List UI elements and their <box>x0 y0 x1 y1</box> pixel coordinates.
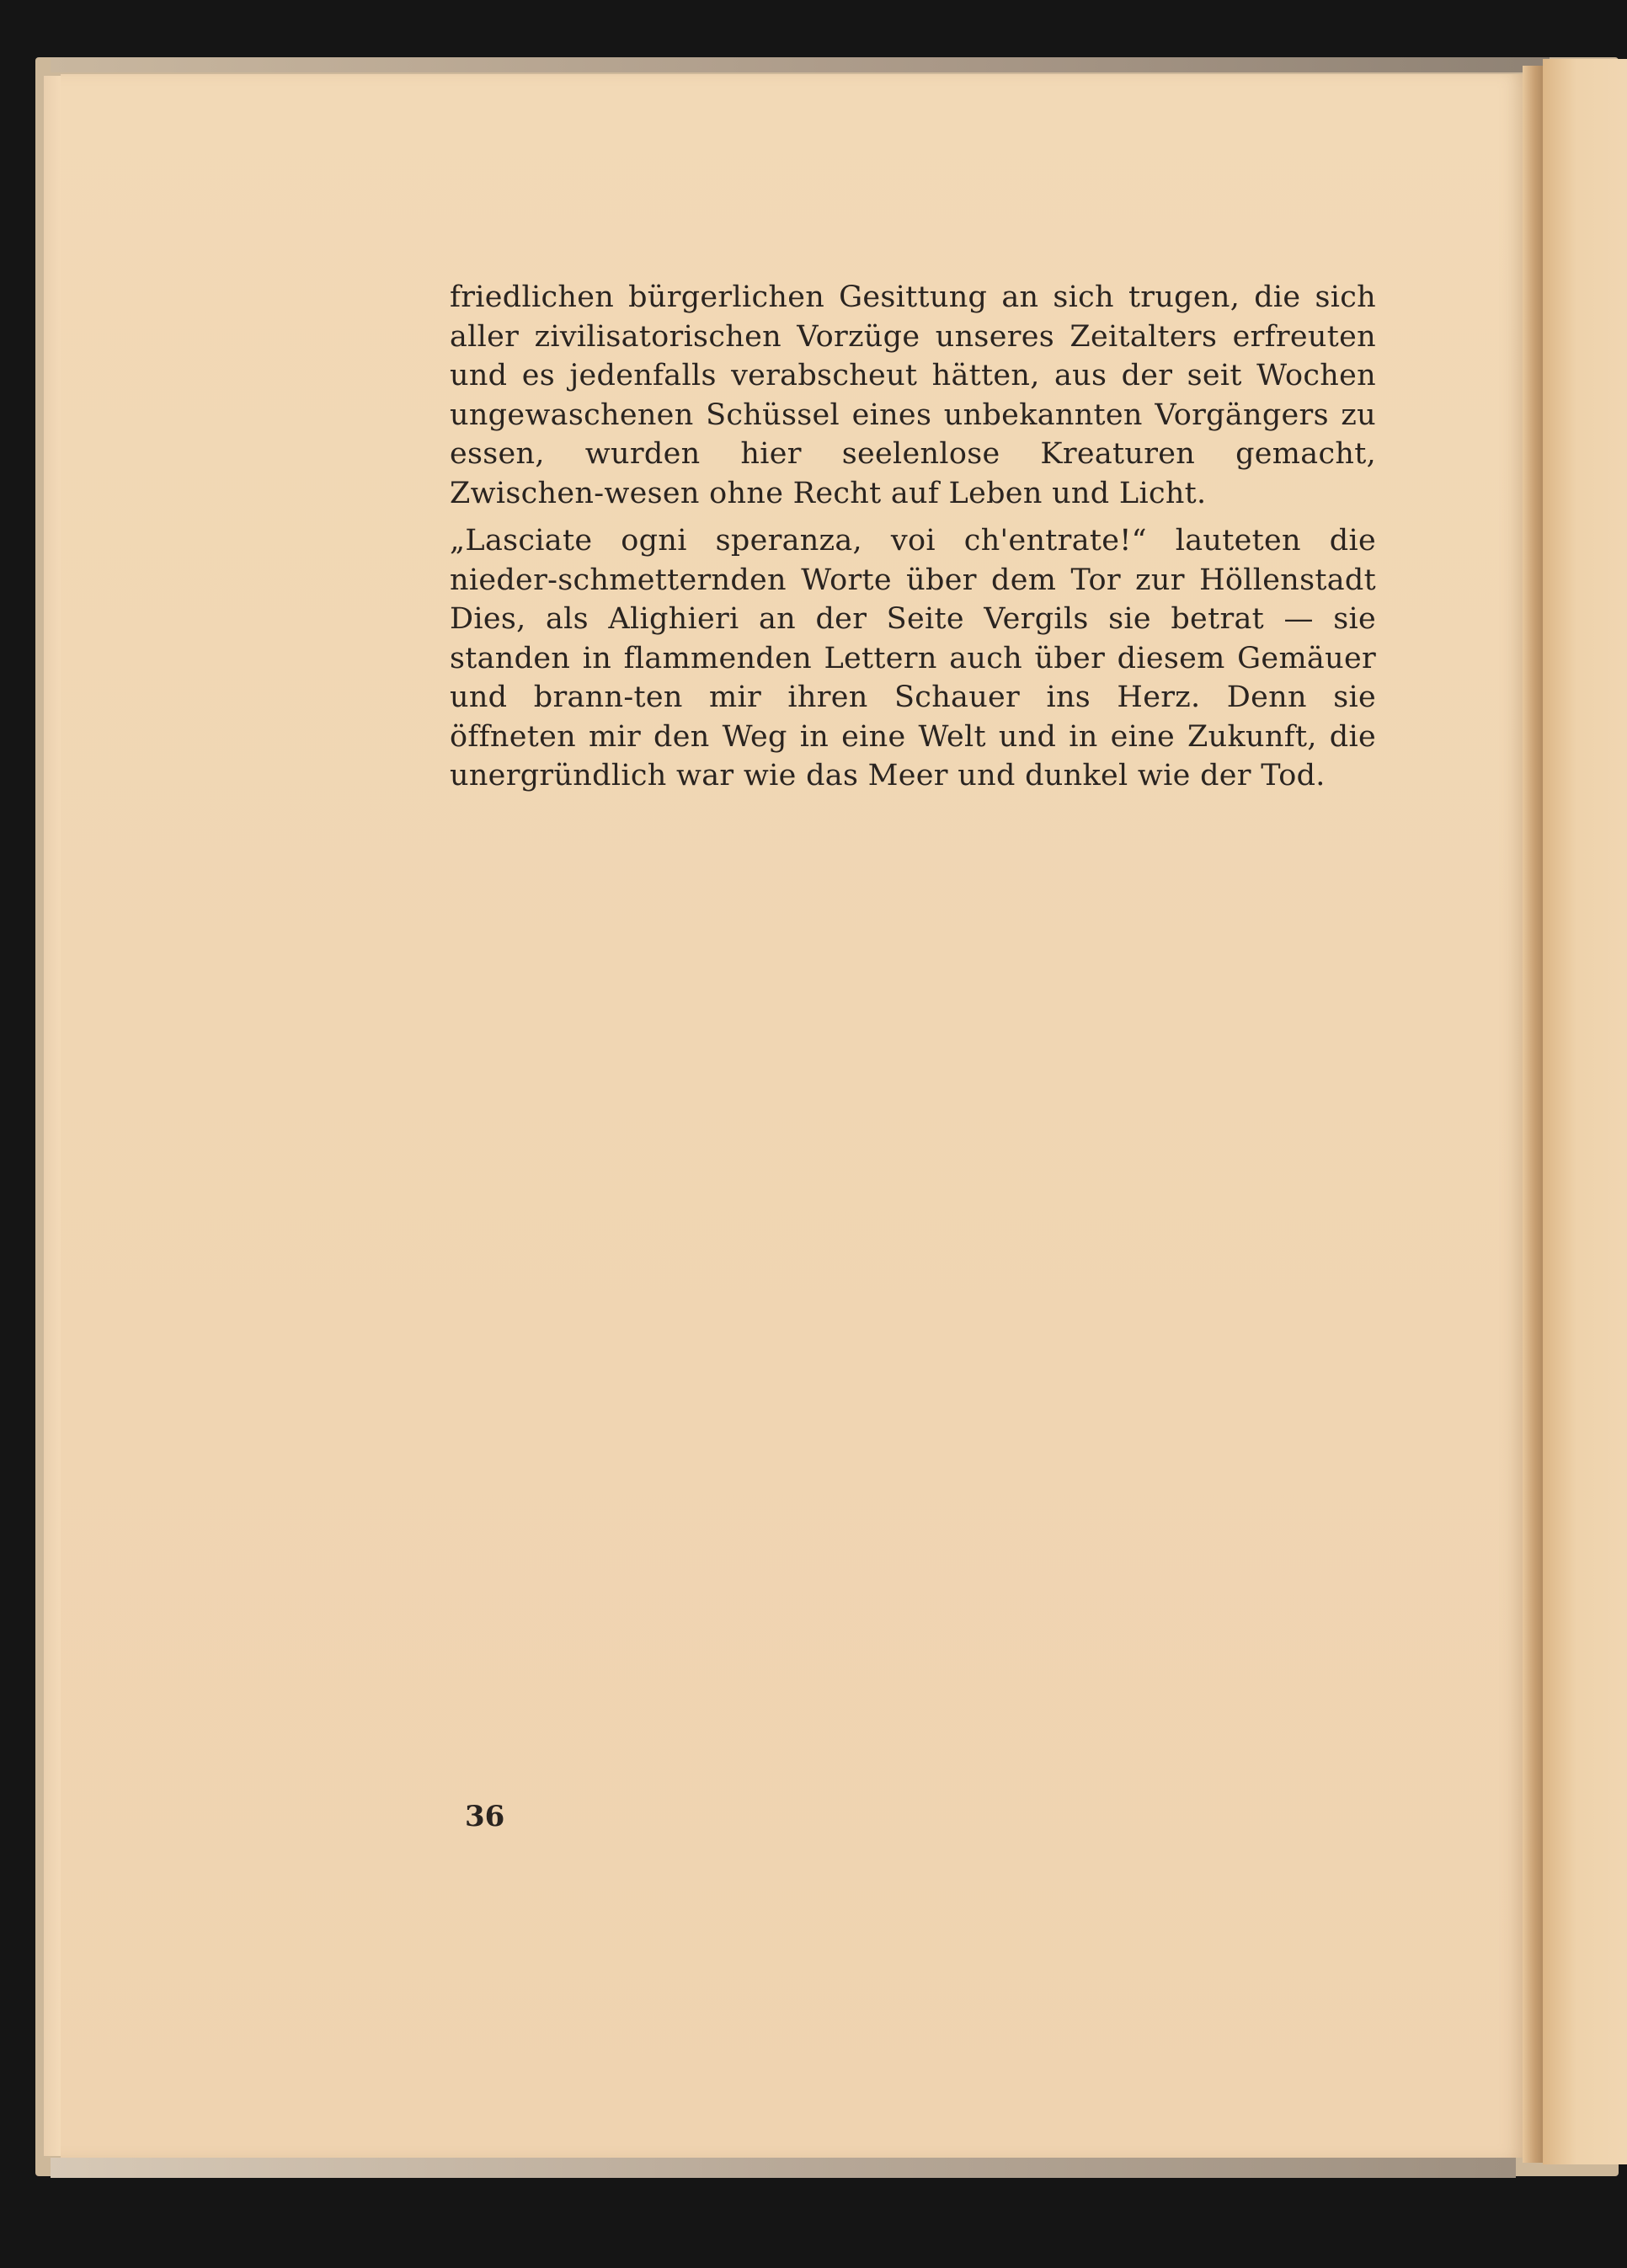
book-gutter <box>1523 66 1543 2163</box>
facing-page <box>1543 59 1627 2164</box>
cover-top-edge <box>51 57 1550 72</box>
paragraph-1: friedlichen bürgerlichen Gesittung an sich trugen, die sich aller zivilisatorischen Vorzüge unseres Zeitalters erfreuten und es jedenfalls verabscheut hätten, aus der seit Wochen ungewaschenen Schüssel eines unbekannten Vorgängers zu essen, wurden hier seelenlose Kreaturen gemacht, Zwischen-wesen ohne Recht auf Leben und Licht. <box>450 280 1376 510</box>
paragraph-2: „Lasciate ogni speranza, voi ch'entrate!“ lauteten die nieder-schmetternden Worte über dem Tor zur Höllenstadt Dies, als Alighieri an der Seite Vergils sie betrat — sie standen in flammenden Lettern auch über diesem Gemäuer und brann-ten mir ihren Schauer ins Herz. Denn sie öffneten mir den Weg in eine Welt und in eine Zukunft, die unergründlich war wie das Meer und dunkel wie der Tod. <box>450 524 1376 792</box>
body-text <box>450 278 1376 796</box>
page-number: 36 <box>465 1800 505 1833</box>
cover-bottom-edge <box>51 2158 1516 2178</box>
